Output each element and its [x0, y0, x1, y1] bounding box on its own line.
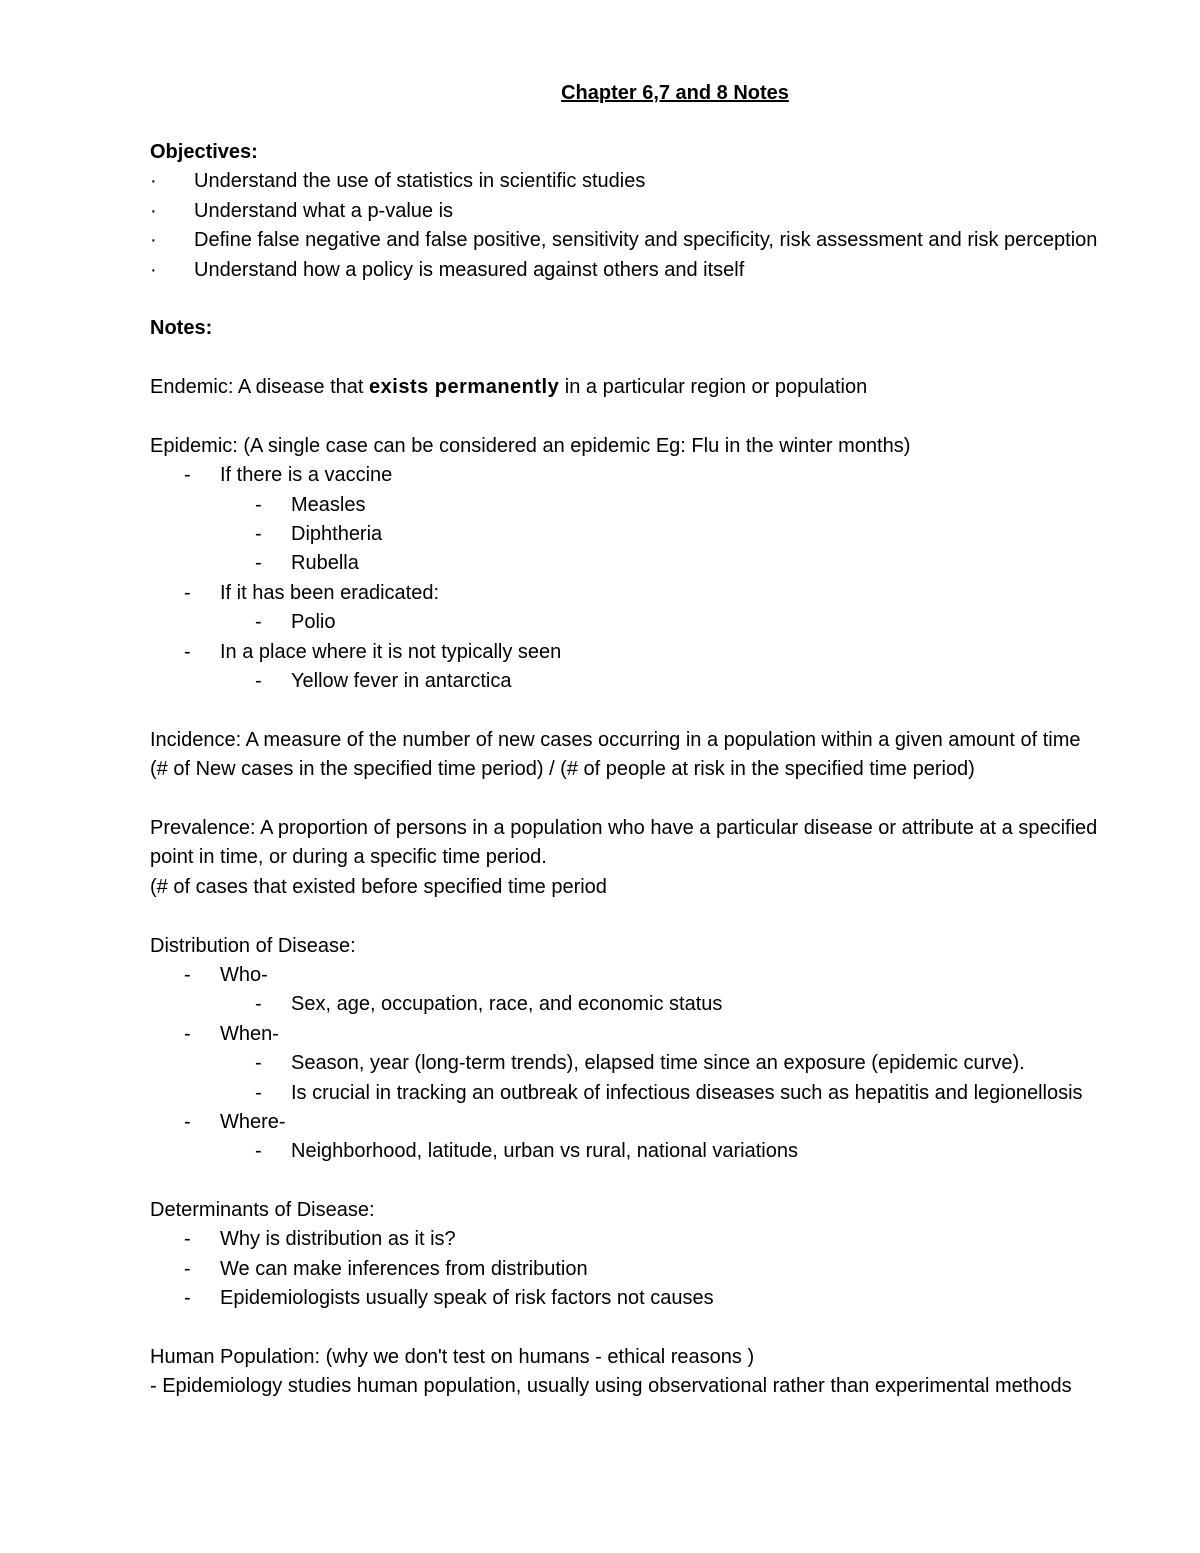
spacer — [150, 1314, 1190, 1343]
list-item: - Why is distribution as it is? — [150, 1225, 1190, 1254]
dash-icon: - — [184, 1110, 191, 1133]
list-item: - Who- — [150, 961, 1190, 990]
prevalence-definition-cont: point in time, or during a specific time period. — [150, 846, 547, 869]
dash-icon: - — [184, 1287, 191, 1310]
list-item: - In a place where it is not typically seen — [150, 638, 1190, 667]
list-item: - If there is a vaccine — [150, 461, 1190, 490]
spacer — [150, 902, 1190, 931]
incidence-definition: Incidence: A measure of the number of new cases occurring in a population within a given amount of time — [150, 728, 1081, 751]
objective-item: · Understand how a policy is measured against others and itself — [150, 256, 1190, 285]
human-population-note: - Epidemiology studies human population, usually using observational rather than experimental methods — [150, 1375, 1072, 1398]
bullet-icon: · — [150, 170, 157, 193]
objective-item: · Understand what a p-value is — [150, 197, 1190, 226]
bullet-icon: · — [150, 229, 157, 252]
list-item: - Neighborhood, latitude, urban vs rural, national variations — [150, 1137, 1190, 1166]
document-title: Chapter 6,7 and 8 Notes — [561, 82, 789, 104]
dash-icon: - — [184, 640, 191, 663]
dash-icon: - — [184, 1228, 191, 1251]
dash-icon: - — [184, 963, 191, 986]
list-item: - Diphtheria — [150, 520, 1190, 549]
bullet-icon: · — [150, 199, 157, 222]
dash-icon: - — [255, 523, 262, 546]
list-item: - Is crucial in tracking an outbreak of infectious diseases such as hepatitis and legionellosis — [150, 1079, 1190, 1108]
document-title-wrap — [150, 79, 1200, 108]
spacer — [150, 696, 1190, 725]
dash-icon: - — [184, 1022, 191, 1045]
dash-icon: - — [184, 581, 191, 604]
dash-icon: - — [255, 1081, 262, 1104]
dash-icon: - — [255, 1052, 262, 1075]
list-item: - Where- — [150, 1108, 1190, 1137]
incidence-formula: (# of New cases in the specified time period) / (# of people at risk in the specified time period) — [150, 758, 975, 781]
dash-icon: - — [255, 993, 262, 1016]
epidemic-definition: Epidemic: (A single case can be considered an epidemic Eg: Flu in the winter months) — [150, 434, 911, 457]
notes-heading: Notes: — [150, 317, 213, 340]
list-item: - Yellow fever in antarctica — [150, 667, 1190, 696]
human-population-heading: Human Population: (why we don't test on humans - ethical reasons ) — [150, 1346, 755, 1369]
objectives-heading: Objectives: — [150, 141, 258, 163]
list-item: - Measles — [150, 491, 1190, 520]
dash-icon: - — [255, 552, 262, 575]
list-item: - When- — [150, 1020, 1190, 1049]
document-body — [150, 138, 1190, 1402]
endemic-emphasis: exists permanently — [369, 376, 560, 399]
dash-icon: - — [184, 1257, 191, 1280]
list-item: - Epidemiologists usually speak of risk factors not causes — [150, 1284, 1190, 1313]
prevalence-formula: (# of cases that existed before specified time period — [150, 875, 607, 898]
spacer — [150, 1167, 1190, 1196]
list-item: - Sex, age, occupation, race, and economic status — [150, 990, 1190, 1019]
dash-icon: - — [255, 611, 262, 634]
determinants-heading: Determinants of Disease: — [150, 1199, 375, 1222]
distribution-heading: Distribution of Disease: — [150, 934, 356, 957]
list-item: - If it has been eradicated: — [150, 579, 1190, 608]
spacer — [150, 285, 1190, 314]
list-item: - Rubella — [150, 549, 1190, 578]
spacer — [150, 344, 1190, 373]
dash-icon: - — [184, 464, 191, 487]
dash-icon: - — [255, 670, 262, 693]
dash-icon: - — [255, 1140, 262, 1163]
endemic-definition: Endemic: A disease that exists permanently in a particular region or population — [150, 376, 868, 399]
list-item: - Polio — [150, 608, 1190, 637]
list-item: - We can make inferences from distribution — [150, 1255, 1190, 1284]
objective-item: · Understand the use of statistics in scientific studies — [150, 167, 1190, 196]
spacer — [150, 403, 1190, 432]
objective-item: · Define false negative and false positive, sensitivity and specificity, risk assessment and risk perception — [150, 226, 1190, 255]
spacer — [150, 785, 1190, 814]
bullet-icon: · — [150, 258, 157, 281]
list-item: - Season, year (long-term trends), elapsed time since an exposure (epidemic curve). — [150, 1049, 1190, 1078]
dash-icon: - — [255, 493, 262, 516]
prevalence-definition: Prevalence: A proportion of persons in a population who have a particular disease or attribute at a specified — [150, 816, 1098, 839]
